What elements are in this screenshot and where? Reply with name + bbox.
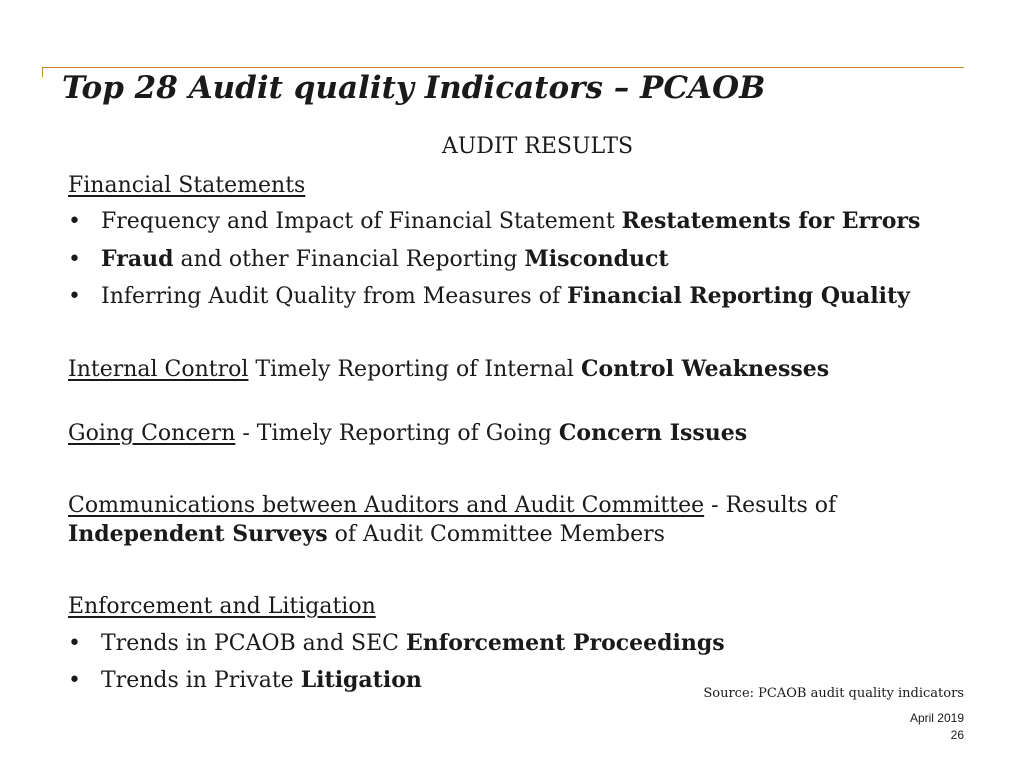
communications-line-2 xyxy=(68,520,665,549)
communications-emphasis: Independent Surveys xyxy=(68,521,328,547)
communications-line xyxy=(68,492,836,520)
financial-statements-label: Financial Statements xyxy=(68,173,306,198)
list-item-emphasis: Restatements for Errors xyxy=(621,208,921,234)
list-item-text: Trends in PCAOB and SEC xyxy=(101,631,406,656)
list-item xyxy=(68,666,422,695)
slide-title: Top 28 Audit quality Indicators – PCAOB xyxy=(62,70,766,106)
going-concern-line xyxy=(68,419,747,448)
communications-text-2: of Audit Committee Members xyxy=(327,522,665,547)
list-item xyxy=(68,245,669,274)
bullet-glyph: • xyxy=(68,631,81,656)
going-concern-text: - Timely Reporting of Going xyxy=(235,421,559,446)
list-item-emphasis: Fraud xyxy=(101,246,174,272)
communications-text: - Results of xyxy=(704,493,837,518)
going-concern-emphasis: Concern Issues xyxy=(558,420,748,446)
list-item-emphasis: Financial Reporting Quality xyxy=(567,283,910,309)
page-number: 26 xyxy=(950,728,964,742)
footer-date: April 2019 xyxy=(909,711,964,725)
title-accent-line xyxy=(42,67,964,68)
list-item-text: Trends in Private xyxy=(101,668,301,693)
bullet-glyph: • xyxy=(68,209,81,234)
list-item-emphasis: Misconduct xyxy=(524,246,669,272)
title-accent-tick xyxy=(42,67,43,77)
bullet-glyph: • xyxy=(68,284,81,309)
list-item xyxy=(68,629,725,658)
financial-statements-heading xyxy=(68,172,305,200)
list-item-text: Inferring Audit Quality from Measures of xyxy=(101,284,568,309)
list-item-emphasis: Litigation xyxy=(300,667,422,693)
list-item xyxy=(68,282,910,311)
list-item-emphasis: Enforcement Proceedings xyxy=(405,630,725,656)
communications-label: Communications between Auditors and Audit Committee xyxy=(68,493,705,518)
internal-control-text: Timely Reporting of Internal xyxy=(248,357,581,382)
internal-control-line xyxy=(68,355,829,384)
going-concern-label: Going Concern xyxy=(68,421,236,446)
section-heading: AUDIT RESULTS xyxy=(441,134,634,159)
bullet-glyph: • xyxy=(68,668,81,693)
source-note: Source: PCAOB audit quality indicators xyxy=(703,686,964,701)
list-item-text: and other Financial Reporting xyxy=(173,247,525,272)
enforcement-label: Enforcement and Litigation xyxy=(68,594,376,619)
list-item xyxy=(68,207,920,236)
bullet-glyph: • xyxy=(68,247,81,272)
list-item-text: Frequency and Impact of Financial Statement xyxy=(101,209,622,234)
enforcement-heading xyxy=(68,593,376,621)
internal-control-emphasis: Control Weaknesses xyxy=(580,356,830,382)
internal-control-label: Internal Control xyxy=(68,357,249,382)
